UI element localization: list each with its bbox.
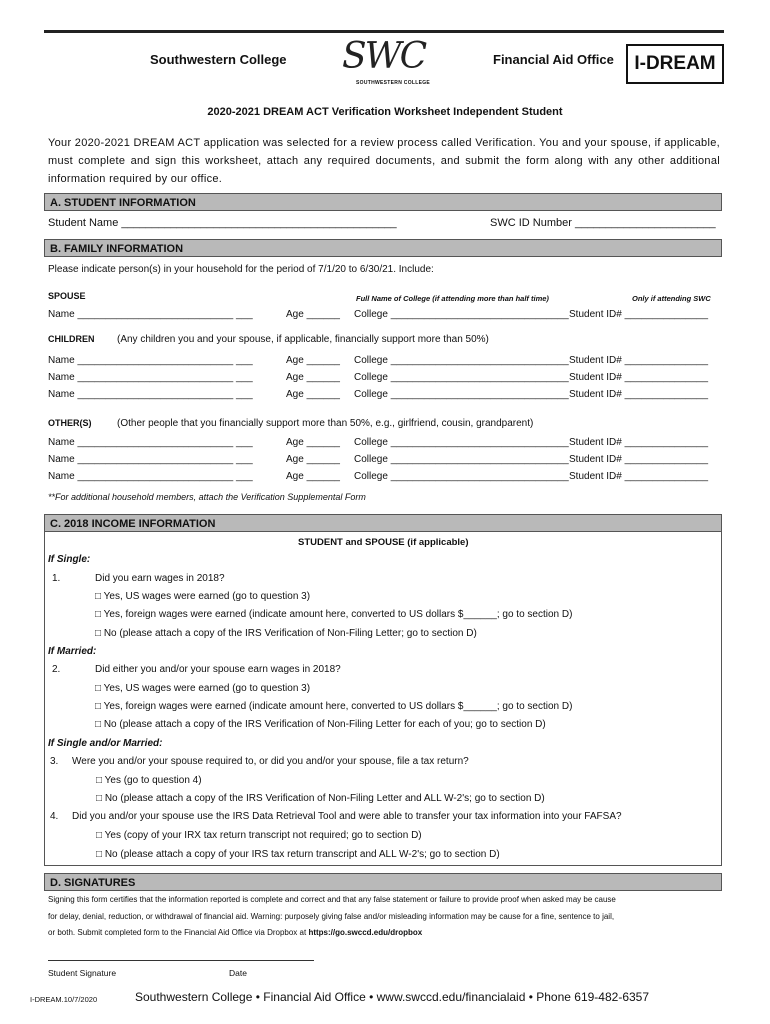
form-code: I-DREAM.10/7/2020 [30,995,98,1004]
other-2-name-field[interactable]: Name ____________________________ ___ [48,454,253,465]
other-3-college-field[interactable]: College ________________________________ [354,471,569,482]
q1-text: Did you earn wages in 2018? [95,573,225,584]
q2-option-us-wages[interactable]: □ Yes, US wages were earned (go to question 3) [95,683,311,694]
child-2-college-field[interactable]: College ________________________________ [354,372,569,383]
section-a-header: A. STUDENT INFORMATION [44,193,722,211]
other-1-college-field[interactable]: College ________________________________ [354,437,569,448]
child-1-age-field[interactable]: Age ______ [286,355,340,366]
spouse-college-field[interactable]: College ________________________________ [354,309,569,320]
other-3-age-field[interactable]: Age ______ [286,471,340,482]
footer-contact: Southwestern College • Financial Aid Office • www.swccd.edu/financialaid • Phone 619-482-6357 [135,990,650,1004]
other-2-college-field[interactable]: College ________________________________ [354,454,569,465]
college-name: Southwestern College [150,52,287,67]
other-1-student-id-field[interactable]: Student ID# _______________ [569,437,709,448]
form-badge: I-DREAM [626,44,724,84]
household-instruction: Please indicate person(s) in your household for the period of 7/1/20 to 6/30/21. Include: [48,264,434,275]
logo-mark: SWC [342,36,426,77]
q3-number: 3. [50,756,59,767]
if-single-married-label: If Single and/or Married: [48,738,163,749]
student-signature-label: Student Signature [48,968,117,978]
supplemental-footnote: **For additional household members, attach the Verification Supplemental Form [48,492,366,502]
logo-subtext: SOUTHWESTERN COLLEGE [356,80,431,86]
signature-line[interactable] [48,960,314,961]
child-3-age-field[interactable]: Age ______ [286,389,340,400]
student-name-field[interactable]: Student Name _____________________________________________ [48,217,397,229]
child-2-name-field[interactable]: Name ____________________________ ___ [48,372,253,383]
other-3-student-id-field[interactable]: Student ID# _______________ [569,471,709,482]
q4-option-yes[interactable]: □ Yes (copy of your IRX tax return transcript not required; go to section D) [96,830,422,841]
other-1-age-field[interactable]: Age ______ [286,437,340,448]
q2-option-no-wages[interactable]: □ No (please attach a copy of the IRS Verification of Non-Filing Letter for each of you; go to section D) [95,719,546,730]
spouse-student-id-field[interactable]: Student ID# _______________ [569,309,709,320]
q3-option-no[interactable]: □ No (please attach a copy of the IRS Verification of Non-Filing Letter and ALL W-2's; go to section D) [96,793,545,804]
other-2-student-id-field[interactable]: Student ID# _______________ [569,454,709,465]
section-b-header: B. FAMILY INFORMATION [44,239,722,257]
children-note: (Any children you and your spouse, if applicable, financially support more than 50%) [117,334,489,345]
child-1-college-field[interactable]: College ________________________________ [354,355,569,366]
child-3-college-field[interactable]: College ________________________________ [354,389,569,400]
q4-text: Did you and/or your spouse use the IRS Data Retrieval Tool and were able to transfer your tax information into your FAFSA? [72,811,622,822]
child-3-student-id-field[interactable]: Student ID# _______________ [569,389,709,400]
q2-number: 2. [52,664,61,675]
spouse-label: SPOUSE [48,291,86,301]
intro-paragraph: Your 2020-2021 DREAM ACT application was selected for a review process called Verification. You and your spouse, if applicable, must complete and sign this worksheet, attach any required documents, and submit the form along with any other additional information required by our office. [48,137,720,185]
id-column-header: Only if attending SWC [632,294,711,303]
spouse-age-field[interactable]: Age ______ [286,309,340,320]
swc-logo [338,36,434,92]
signature-text-line-2: for delay, denial, reduction, or withdrawal of financial aid. Warning: purposely giving false and/or misleading information may be cause for a fine, sentence to jail, [48,912,615,921]
section-c-header: C. 2018 INCOME INFORMATION [44,514,722,532]
section-c-subtitle: STUDENT and SPOUSE (if applicable) [298,537,469,548]
child-1-name-field[interactable]: Name ____________________________ ___ [48,355,253,366]
section-d-header: D. SIGNATURES [44,873,722,891]
other-2-age-field[interactable]: Age ______ [286,454,340,465]
q2-text: Did either you and/or your spouse earn wages in 2018? [95,664,341,675]
signature-text-line-3 [48,928,422,937]
q3-option-yes[interactable]: □ Yes (go to question 4) [96,775,202,786]
child-2-student-id-field[interactable]: Student ID# _______________ [569,372,709,383]
q1-option-no-wages[interactable]: □ No (please attach a copy of the IRS Verification of Non-Filing Letter; go to section D) [95,628,477,639]
other-1-name-field[interactable]: Name ____________________________ ___ [48,437,253,448]
q1-option-foreign-wages[interactable]: □ Yes, foreign wages were earned (indicate amount here, converted to US dollars $______; go to section D) [95,609,573,620]
children-label: CHILDREN [48,334,95,344]
q1-option-us-wages[interactable]: □ Yes, US wages were earned (go to question 3) [95,591,311,602]
signature-text-line-1: Signing this form certifies that the information reported is complete and correct and that any false statement or failure to provide proof when asked may be cause [48,895,616,904]
q1-number: 1. [52,573,61,584]
dropbox-link[interactable]: https://go.swccd.edu/dropbox [308,928,423,937]
swc-id-field[interactable]: SWC ID Number _______________________ [490,217,716,229]
college-column-header: Full Name of College (if attending more than half time) [356,294,549,303]
top-rule [44,30,724,33]
if-single-label: If Single: [48,554,91,565]
date-label: Date [229,968,247,978]
if-married-label: If Married: [48,646,97,657]
other-3-name-field[interactable]: Name ____________________________ ___ [48,471,253,482]
q3-text: Were you and/or your spouse required to, or did you and/or your spouse, file a tax return? [72,756,469,767]
submission-instruction: or both. Submit completed form to the Financial Aid Office via Dropbox at [48,928,307,937]
child-3-name-field[interactable]: Name ____________________________ ___ [48,389,253,400]
q4-option-no[interactable]: □ No (please attach a copy of your IRS tax return transcript and ALL W-2's; go to section D) [96,849,500,860]
form-title: 2020-2021 DREAM ACT Verification Worksheet Independent Student [207,106,563,118]
office-name: Financial Aid Office [493,52,614,67]
q4-number: 4. [50,811,59,822]
child-1-student-id-field[interactable]: Student ID# _______________ [569,355,709,366]
q2-option-foreign-wages[interactable]: □ Yes, foreign wages were earned (indicate amount here, converted to US dollars $______; go to section D) [95,701,573,712]
others-label: OTHER(S) [48,418,92,428]
child-2-age-field[interactable]: Age ______ [286,372,340,383]
spouse-name-field[interactable]: Name ____________________________ ___ [48,309,253,320]
others-note: (Other people that you financially support more than 50%, e.g., girlfriend, cousin, grandparent) [117,418,534,429]
